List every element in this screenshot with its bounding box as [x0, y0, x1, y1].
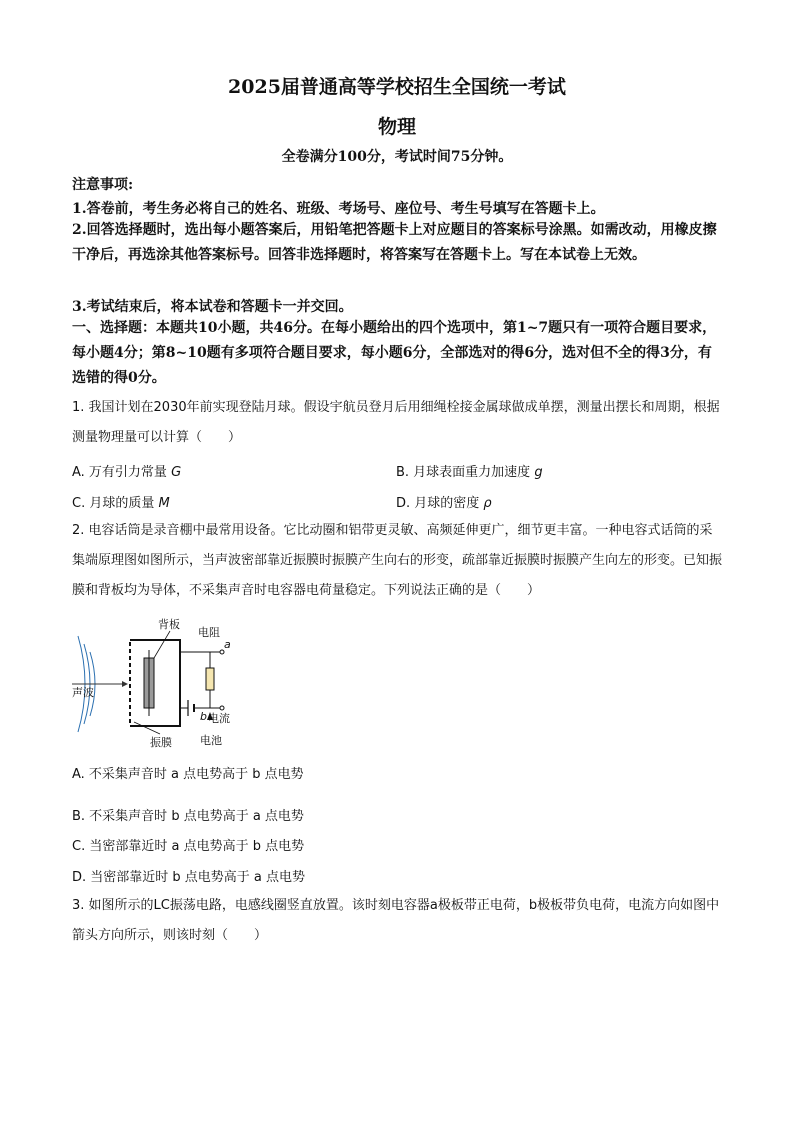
q2-option-c: C. 当密部靠近时 a 点电势高于 b 点电势 — [72, 839, 305, 854]
question-1-stem: 1. 我国计划在2030年前实现登陆月球。假设宇航员登月后用细绳栓接金属球做成单摆，测量出摆长和周期，根据测量物理量可以计算（ ） — [72, 400, 720, 445]
subject-title: 物理 — [377, 116, 416, 138]
q2-option-b: B. 不采集声音时 b 点电势高于 a 点电势 — [72, 809, 304, 824]
q2-option-a: A. 不采集声音时 a 点电势高于 b 点电势 — [72, 767, 304, 782]
q1-option-a: A. 万有引力常量 G — [72, 465, 182, 480]
diaphragm-label: 振膜 — [150, 736, 172, 749]
notes-heading: 注意事项: — [72, 177, 134, 193]
point-a-label: a — [224, 638, 231, 651]
q1-option-d: D. 月球的密度 ρ — [396, 496, 492, 511]
battery-label: 电池 — [200, 734, 222, 747]
q1-option-c: C. 月球的质量 M — [72, 496, 170, 511]
current-label: 电流 — [208, 712, 230, 725]
resistor-label: 电阻 — [198, 626, 220, 639]
point-b-label: b — [200, 710, 207, 723]
soundwave-label: 声波 — [72, 686, 94, 699]
note-item-3: 3.考试结束后，将本试卷和答题卡一并交回。 — [72, 299, 353, 315]
question-2-stem: 2. 电容话筒是录音棚中最常用设备。它比动圈和铝带更灵敏、高频延伸更广，细节更丰富。一种电容式话筒的采集端原理图如图所示，当声波密部靠近振膜时振膜产生向右的形变，疏部靠近振膜时振膜产生向左的形变。已知振膜和背板均为导体，不采集声音时电容器电荷量稳定。下列说法正确的是（ ） — [72, 523, 723, 598]
backplate-label: 背板 — [158, 618, 180, 631]
question-3-stem: 3. 如图所示的LC振荡电路，电感线圈竖直放置。该时刻电容器a极板带正电荷，b极板带负电荷，电流方向如图中箭头方向所示，则该时刻（ ） — [72, 898, 720, 943]
q2-option-d: D. 当密部靠近时 b 点电势高于 a 点电势 — [72, 870, 306, 885]
exam-info: 全卷满分100分，考试时间75分钟。 — [281, 149, 513, 165]
note-item-2: 2.回答选择题时，选出每小题答案后，用铅笔把答题卡上对应题目的答案标号涂黑。如需改动，用橡皮擦干净后，再选涂其他答案标号。回答非选择题时，将答案写在答题卡上。写在本试卷上无效。 — [72, 222, 717, 263]
section-heading: 一、选择题：本题共10小题，共46分。在每小题给出的四个选项中，第1~7题只有一项符合题目要求，每小题4分；第8~10题有多项符合题目要求，每小题6分，全部选对的得6分，选对但不全的得3分，有选错的得0分。 — [72, 320, 717, 386]
exam-title: 2025届普通高等学校招生全国统一考试 — [228, 76, 566, 98]
q1-option-b: B. 月球表面重力加速度 g — [396, 465, 543, 480]
microphone-circuit-diagram — [70, 612, 260, 752]
note-item-1: 1.答卷前，考生务必将自己的姓名、班级、考场号、座位号、考生号填写在答题卡上。 — [72, 201, 605, 217]
